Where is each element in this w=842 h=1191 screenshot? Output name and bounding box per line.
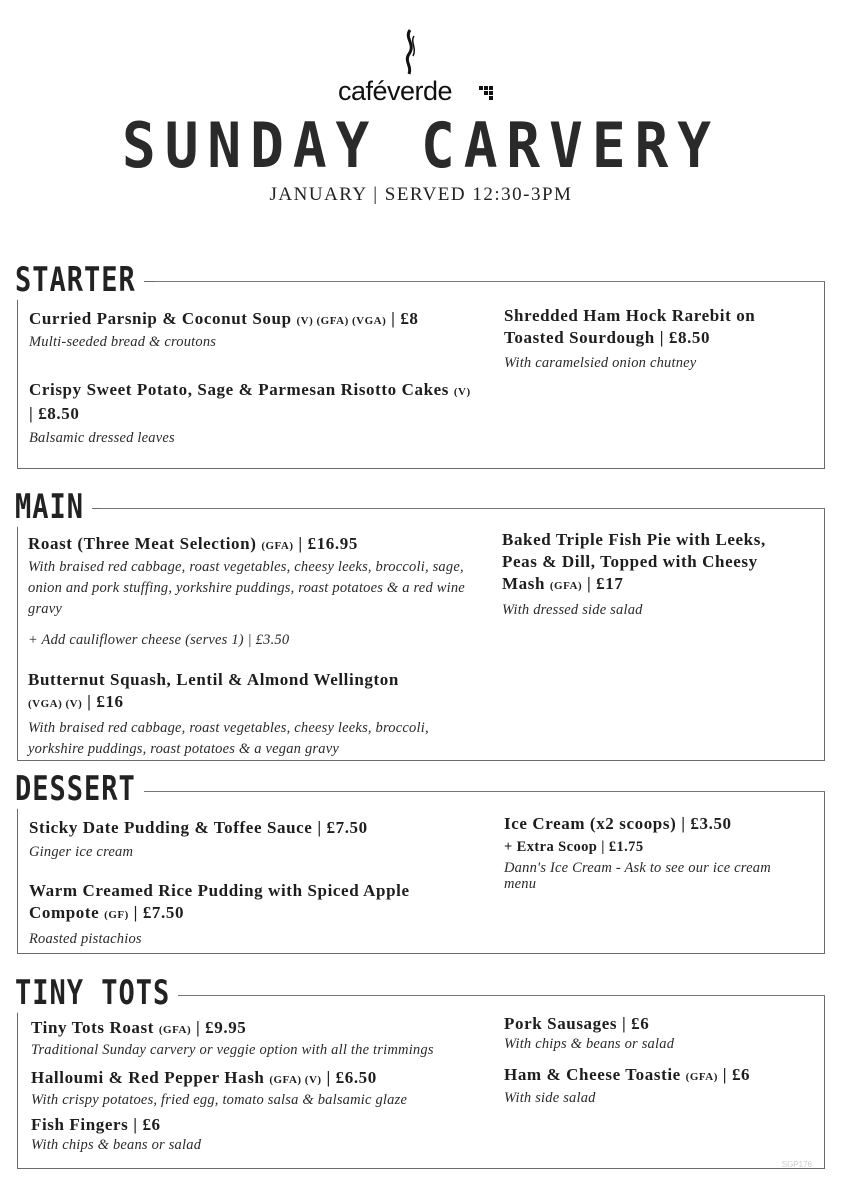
section-divider bbox=[100, 508, 825, 509]
item-description: With braised red cabbage, roast vegetables, cheesy leeks, broccoli, yorkshire puddings, roast potatoes & a vegan gravy bbox=[28, 720, 429, 757]
menu-item bbox=[31, 1067, 491, 1109]
item-name: Tiny Tots Roast bbox=[31, 1018, 155, 1037]
dietary-tags: (GFA) bbox=[685, 1071, 718, 1083]
section-divider bbox=[135, 791, 825, 792]
item-name: Ham & Cheese Toastie bbox=[504, 1065, 681, 1084]
dietary-tags: (V) (GFA) (VGA) bbox=[296, 315, 387, 327]
section-heading: STARTER bbox=[15, 261, 144, 300]
item-price: | £8 bbox=[391, 309, 419, 328]
item-name: Ice Cream (x2 scoops) bbox=[504, 814, 677, 833]
menu-item bbox=[28, 669, 468, 760]
item-description: With caramelsied onion chutney bbox=[504, 355, 697, 371]
item-description: Traditional Sunday carvery or veggie option with all the trimmings bbox=[31, 1042, 434, 1058]
section-heading: DESSERT bbox=[15, 770, 144, 809]
item-description: With braised red cabbage, roast vegetables, cheesy leeks, broccoli, sage, onion and pork stuffing, yorkshire puddings, roast potatoes & a red wine gravy bbox=[28, 559, 465, 617]
menu-item bbox=[29, 817, 479, 863]
menu-item bbox=[29, 880, 469, 950]
item-description: With chips & beans or salad bbox=[504, 1036, 675, 1052]
dietary-tags: (GFA) bbox=[158, 1024, 192, 1036]
squares-icon bbox=[478, 86, 494, 110]
section-heading: MAIN bbox=[15, 488, 92, 527]
item-price: | £9.95 bbox=[195, 1018, 247, 1037]
item-description: Multi-seeded bread & croutons bbox=[29, 334, 217, 350]
menu-item bbox=[504, 1013, 804, 1053]
item-addon: + Add cauliflower cheese (serves 1) | £3.50 bbox=[28, 632, 290, 648]
item-name: Crispy Sweet Potato, Sage & Parmesan Risotto Cakes bbox=[29, 380, 450, 399]
item-description: Dann's Ice Cream - Ask to see our ice cream menu bbox=[504, 860, 771, 892]
dietary-tags: (VGA) (V) bbox=[28, 698, 83, 710]
item-description: With crispy potatoes, fried egg, tomato salsa & balsamic glaze bbox=[31, 1092, 408, 1108]
item-name: Fish Fingers bbox=[31, 1115, 129, 1134]
item-name: Roast (Three Meat Selection) bbox=[28, 534, 257, 553]
item-name: Baked Triple Fish Pie with Leeks, Peas & Dill, Topped with Cheesy Mash bbox=[502, 530, 766, 593]
item-description: With side salad bbox=[504, 1090, 596, 1106]
item-price: | £6 bbox=[722, 1065, 751, 1084]
dietary-tags: (GF) bbox=[104, 909, 129, 921]
item-name: Curried Parsnip & Coconut Soup bbox=[29, 309, 292, 328]
item-price: | £17 bbox=[586, 574, 624, 593]
print-code: SGP176 bbox=[781, 1160, 812, 1169]
section-divider bbox=[155, 281, 825, 282]
steam-icon bbox=[400, 28, 420, 78]
menu-item bbox=[31, 1017, 491, 1059]
item-description: With dressed side salad bbox=[502, 602, 643, 618]
dietary-tags: (GFA) bbox=[261, 540, 294, 552]
item-price: | £7.50 bbox=[133, 903, 185, 922]
item-name: Butternut Squash, Lentil & Almond Wellington bbox=[28, 670, 399, 689]
brand-name: caféverde bbox=[338, 76, 453, 106]
dietary-tags: (GFA) bbox=[549, 580, 583, 592]
item-price: | £16.95 bbox=[298, 534, 358, 553]
menu-item bbox=[504, 1064, 804, 1108]
item-description: With chips & beans or salad bbox=[31, 1137, 202, 1153]
item-name: Warm Creamed Rice Pudding with Spiced Apple Compote bbox=[29, 881, 410, 922]
item-price: | £8.50 bbox=[659, 328, 711, 347]
menu-item bbox=[29, 379, 479, 449]
menu-item bbox=[504, 305, 804, 374]
item-price: | £6.50 bbox=[326, 1068, 377, 1087]
item-price: | £8.50 bbox=[29, 404, 80, 423]
item-price: | £6 bbox=[621, 1014, 650, 1033]
dietary-tags: (GFA) (V) bbox=[269, 1074, 322, 1086]
item-name: Pork Sausages bbox=[504, 1014, 618, 1033]
menu-item bbox=[29, 308, 479, 353]
menu-item bbox=[502, 529, 802, 621]
item-extra: + Extra Scoop | £1.75 bbox=[504, 839, 644, 855]
section-divider bbox=[168, 995, 825, 996]
item-description: Roasted pistachios bbox=[29, 931, 142, 947]
item-price: | £7.50 bbox=[317, 818, 368, 837]
page-subtitle: JANUARY | SERVED 12:30-3PM bbox=[269, 184, 573, 205]
menu-item bbox=[31, 1114, 491, 1154]
item-price: | £3.50 bbox=[681, 814, 732, 833]
item-price: | £16 bbox=[87, 692, 124, 711]
item-price: | £6 bbox=[133, 1115, 161, 1134]
page-title: SUNDAY CARVERY bbox=[121, 110, 720, 183]
item-name: Shredded Ham Hock Rarebit on Toasted Sourdough bbox=[504, 306, 756, 347]
item-description: Ginger ice cream bbox=[29, 844, 134, 860]
item-name: Halloumi & Red Pepper Hash bbox=[31, 1068, 265, 1087]
dietary-tags: (V) bbox=[453, 386, 471, 398]
item-description: Balsamic dressed leaves bbox=[29, 430, 175, 446]
menu-item bbox=[504, 813, 804, 892]
menu-item bbox=[28, 533, 468, 651]
item-name: Sticky Date Pudding & Toffee Sauce bbox=[29, 818, 313, 837]
section-heading: TINY TOTS bbox=[15, 974, 178, 1013]
